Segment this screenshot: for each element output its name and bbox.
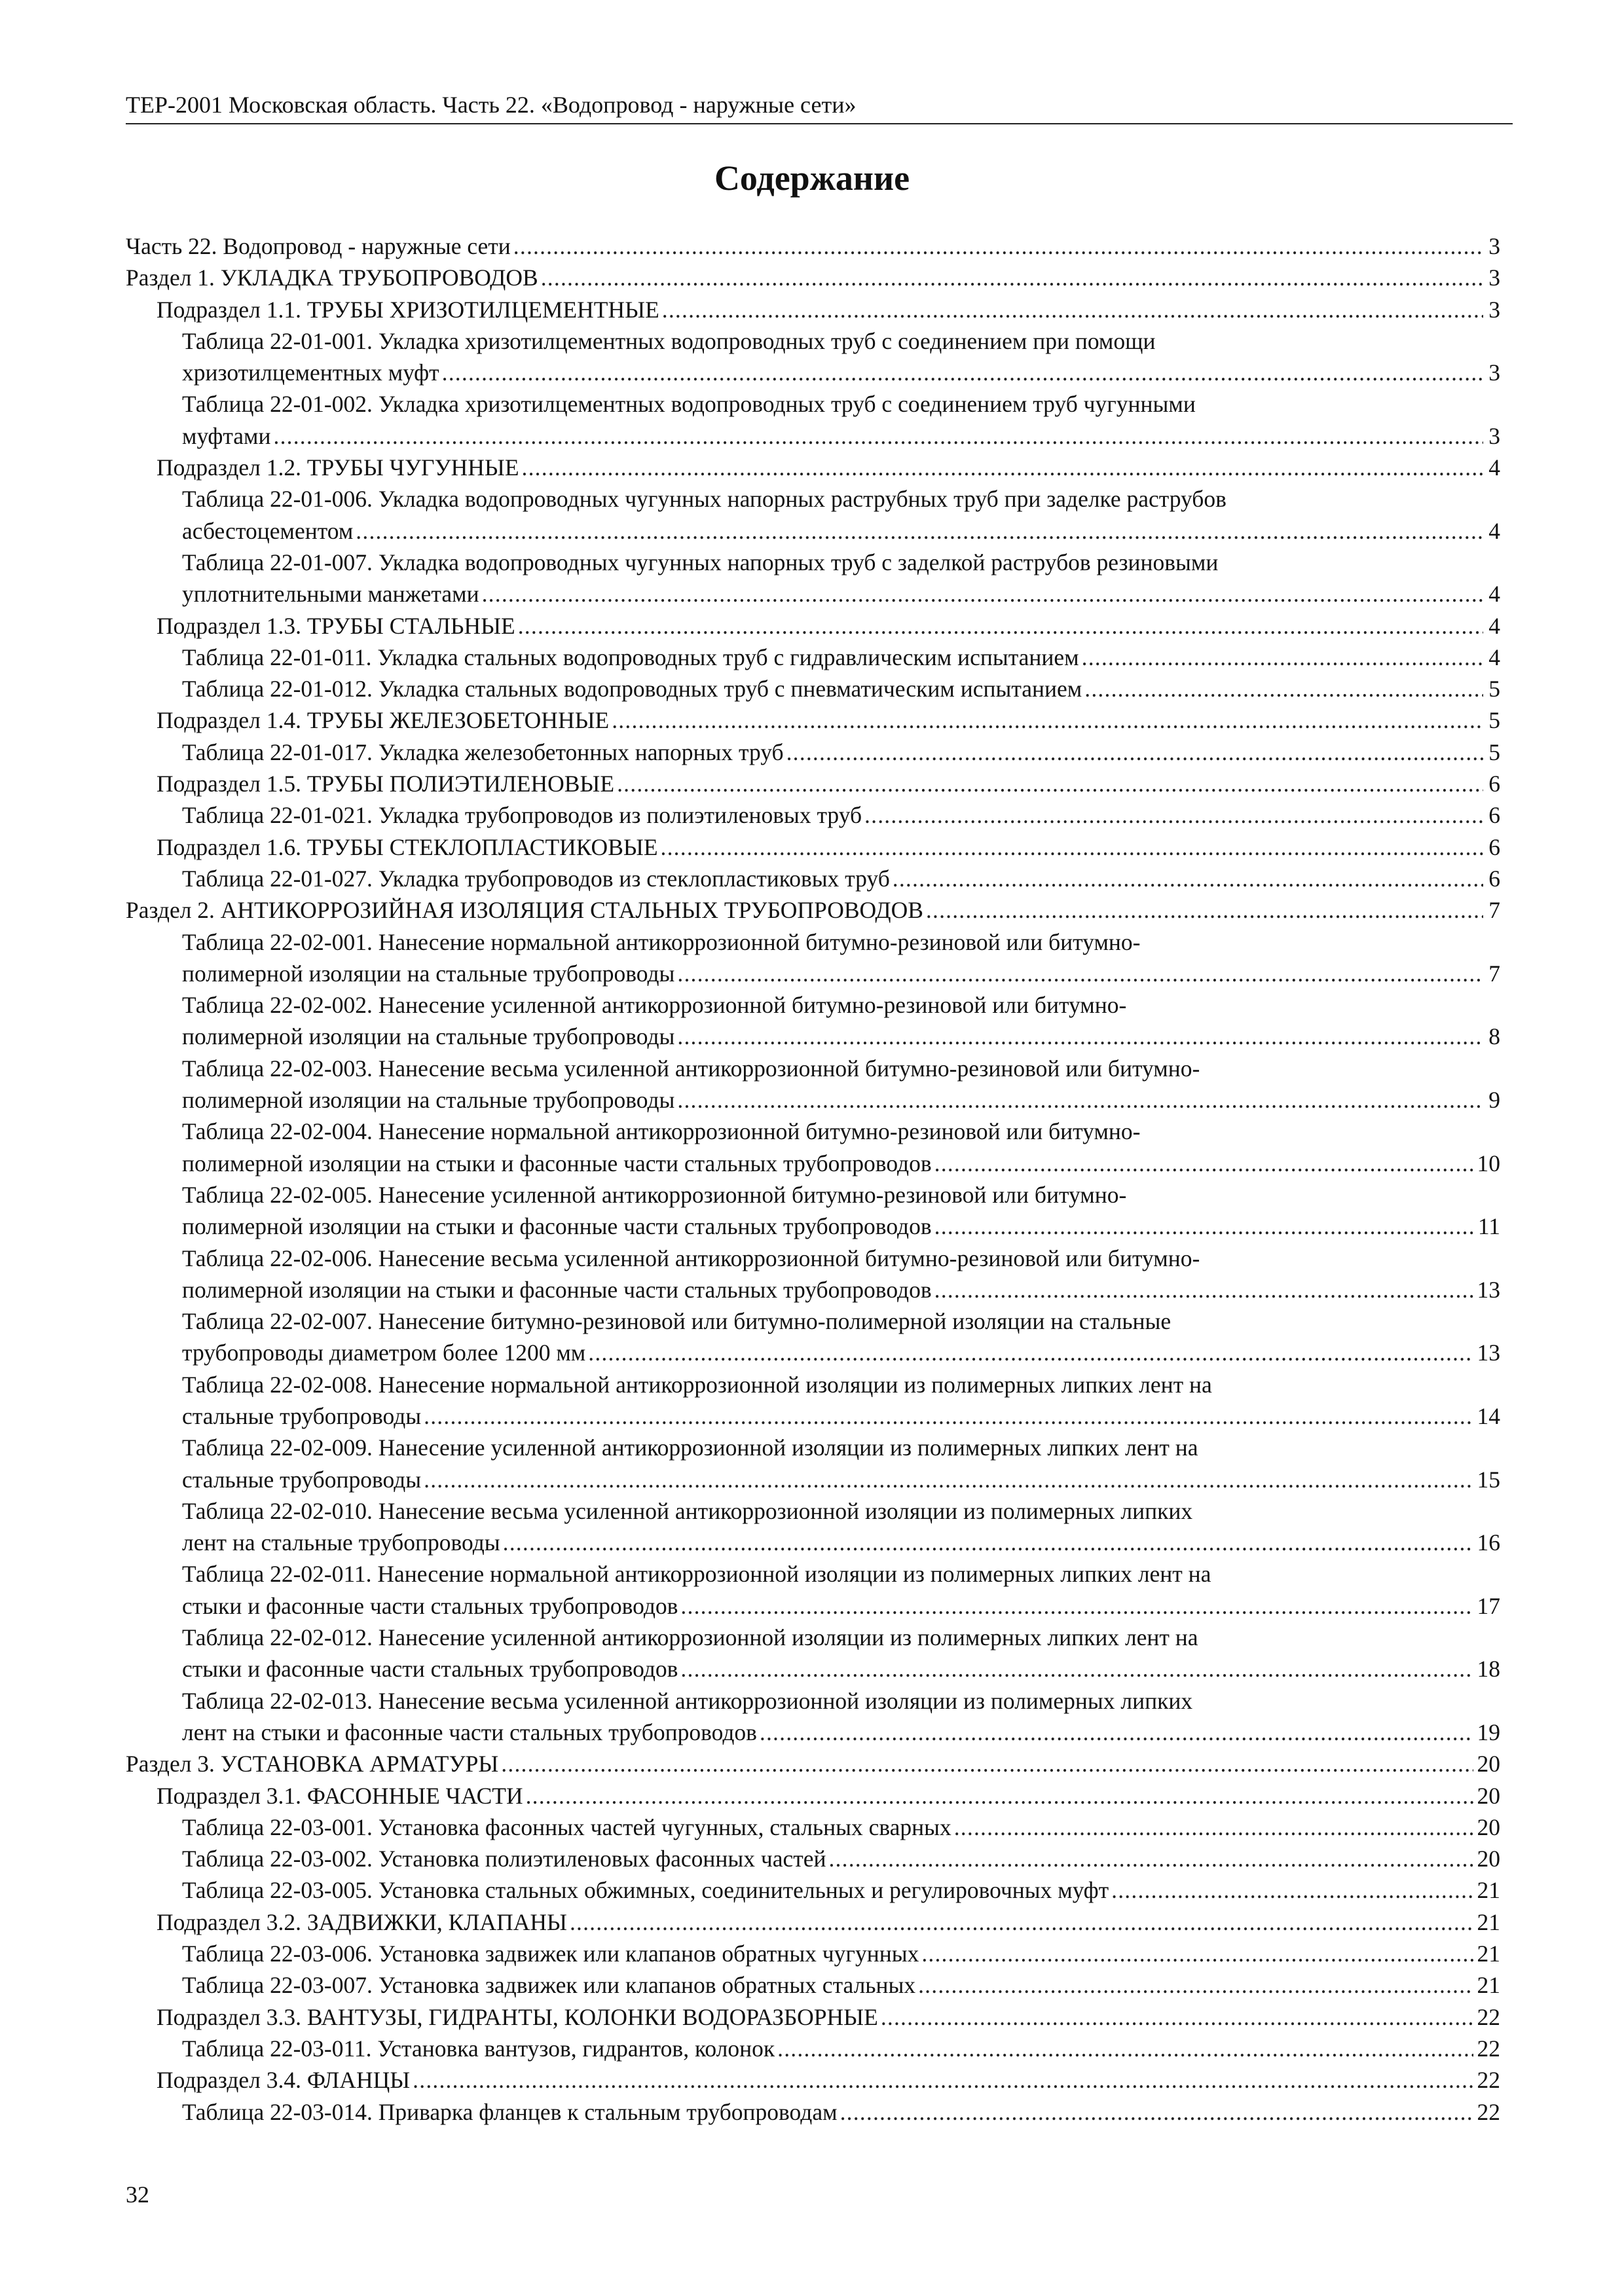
- toc-entry-title: Таблица 22-01-017. Укладка железобетонных напорных труб: [182, 738, 784, 765]
- toc-table-entry[interactable]: [126, 483, 1500, 547]
- dot-leader: [1082, 642, 1483, 673]
- dot-leader: [1111, 1874, 1473, 1906]
- toc-entry-line: [182, 1969, 1500, 2001]
- toc-entry-line: [182, 1843, 1500, 1874]
- dot-leader: [662, 294, 1483, 325]
- toc-section[interactable]: [126, 1748, 1500, 1779]
- toc-page-number: 4: [1488, 454, 1500, 481]
- toc-entry-line: [182, 1021, 1500, 1052]
- toc-page-number: 19: [1477, 1719, 1500, 1745]
- toc-page-number: 4: [1488, 581, 1500, 608]
- toc-subsection[interactable]: [126, 831, 1500, 863]
- toc-page-number: 17: [1477, 1592, 1500, 1619]
- toc-entry-line: [182, 1874, 1500, 1906]
- dot-leader: [926, 894, 1483, 926]
- toc-entry-line: [182, 2033, 1500, 2064]
- toc-entry-line: [182, 673, 1500, 704]
- toc-entry-title: Подраздел 1.6. ТРУБЫ СТЕКЛОПЛАСТИКОВЫЕ: [157, 833, 658, 860]
- toc-page-number: 16: [1477, 1529, 1500, 1556]
- toc-entry-title: полимерной изоляции на стыки и фасонные части стальных трубопроводов: [182, 1213, 932, 1240]
- dot-leader: [274, 420, 1484, 452]
- toc-table-entry[interactable]: [126, 737, 1500, 768]
- toc-entry-line: [126, 230, 1500, 262]
- toc-table-entry[interactable]: [126, 388, 1500, 452]
- toc-page-number: 4: [1488, 644, 1500, 670]
- toc-entry-title: Подраздел 1.5. ТРУБЫ ПОЛИЭТИЛЕНОВЫЕ: [157, 771, 615, 797]
- dot-leader: [680, 1653, 1473, 1685]
- toc-entry-title: Таблица 22-01-021. Укладка трубопроводов из полиэтиленовых труб: [182, 802, 862, 829]
- toc-section[interactable]: [126, 262, 1500, 293]
- toc-entry-line: [182, 799, 1500, 831]
- toc-entry-title: Таблица 22-03-007. Установка задвижек или клапанов обратных стальных: [182, 1972, 916, 1999]
- dot-leader: [677, 1021, 1483, 1052]
- dot-leader: [881, 2001, 1473, 2033]
- toc-entry-title-line: Таблица 22-02-001. Нанесение нормальной антикоррозионной битумно-резиновой или битумно-: [182, 928, 1141, 955]
- toc-page-number: 22: [1477, 2003, 1500, 2030]
- dot-leader: [677, 1084, 1483, 1116]
- dot-leader: [786, 737, 1483, 768]
- toc-entry-title: полимерной изоляции на стыки и фасонные части стальных трубопроводов: [182, 1150, 932, 1176]
- toc-page-number: 10: [1477, 1150, 1500, 1176]
- toc-entry-title: Подраздел 1.1. ТРУБЫ ХРИЗОТИЛЦЕМЕНТНЫЕ: [157, 296, 659, 323]
- toc-page-number: 20: [1477, 1846, 1500, 1872]
- toc-entry-line: [157, 294, 1500, 325]
- dot-leader: [501, 1748, 1473, 1779]
- toc-table-entry[interactable]: [126, 799, 1500, 831]
- toc-page-number: 13: [1477, 1339, 1500, 1366]
- toc-entry-title: Таблица 22-03-006. Установка задвижек или клапанов обратных чугунных: [182, 1941, 919, 1967]
- toc-entry-title: стыки и фасонные части стальных трубопроводов: [182, 1592, 678, 1619]
- dot-leader: [503, 1527, 1473, 1558]
- toc-entry-title-line: Таблица 22-02-007. Нанесение битумно-резиновой или битумно-полимерной изоляции на стальные: [182, 1308, 1172, 1335]
- toc-entry-line: [182, 1527, 1500, 1558]
- toc-entry-line: [182, 1400, 1500, 1432]
- toc-subsection[interactable]: [126, 1906, 1500, 1938]
- toc-entry-title-line: Таблица 22-02-011. Нанесение нормальной антикоррозионной изоляции из полимерных липких лент на: [182, 1561, 1211, 1588]
- toc-table-entry[interactable]: [126, 1305, 1500, 1369]
- toc-entry-title-line: Таблица 22-01-001. Укладка хризотилцементных водопроводных труб с соединением при помощи: [182, 327, 1156, 354]
- dot-leader: [570, 1906, 1473, 1938]
- toc-table-entry[interactable]: [126, 1495, 1500, 1559]
- toc-entry-title: Таблица 22-03-005. Установка стальных обжимных, соединительных и регулировочных муфт: [182, 1877, 1109, 1904]
- toc-entry-line: [182, 737, 1500, 768]
- toc-entry-title: уплотнительными манжетами: [182, 581, 479, 608]
- toc-entry-title: муфтами: [182, 422, 271, 449]
- toc-entry-line: [182, 1274, 1500, 1305]
- toc-table-entry[interactable]: [126, 1116, 1500, 1179]
- toc-table-entry[interactable]: [126, 1558, 1500, 1622]
- toc-entry-line: [126, 894, 1500, 926]
- toc-page-number: 20: [1477, 1813, 1500, 1840]
- toc-table-entry[interactable]: [126, 2096, 1500, 2128]
- toc-entry-title: Таблица 22-03-002. Установка полиэтиленовых фасонных частей: [182, 1846, 826, 1872]
- toc-table-entry[interactable]: [126, 1969, 1500, 2001]
- dot-leader: [934, 1274, 1473, 1305]
- toc-page-number: 22: [1477, 2098, 1500, 2125]
- toc-entry-title: Подраздел 1.4. ТРУБЫ ЖЕЛЕЗОБЕТОННЫЕ: [157, 707, 610, 734]
- dot-leader: [541, 262, 1483, 293]
- toc-page-number: 21: [1477, 1941, 1500, 1967]
- toc-page-number: 3: [1488, 296, 1500, 323]
- dot-leader: [840, 2096, 1473, 2128]
- toc-table-entry[interactable]: [126, 989, 1500, 1053]
- toc-entry-line: [157, 452, 1500, 483]
- dot-leader: [413, 2064, 1473, 2096]
- toc-entry-line: [157, 1780, 1500, 1812]
- toc-page-number: 22: [1477, 2035, 1500, 2062]
- dot-leader: [612, 704, 1483, 736]
- toc-entry-line: [157, 610, 1500, 642]
- toc-page-number: 22: [1477, 2067, 1500, 2094]
- dot-leader: [356, 515, 1483, 547]
- toc-subsection[interactable]: [126, 704, 1500, 736]
- toc-entry-line: [182, 1464, 1500, 1495]
- toc-entry-title: лент на стыки и фасонные части стальных трубопроводов: [182, 1719, 757, 1745]
- toc-entry-title: стальные трубопроводы: [182, 1402, 422, 1429]
- toc-page-number: 3: [1488, 233, 1500, 259]
- toc-page-number: 5: [1488, 707, 1500, 734]
- toc-page-number: 15: [1477, 1466, 1500, 1493]
- toc-entry-title: хризотилцементных муфт: [182, 359, 439, 386]
- toc-page-number: 6: [1488, 865, 1500, 892]
- dot-leader: [777, 2033, 1473, 2064]
- toc-entry-line: [182, 515, 1500, 547]
- toc-page-number: 21: [1477, 1877, 1500, 1904]
- toc-entry-title: полимерной изоляции на стальные трубопроводы: [182, 1023, 675, 1050]
- dot-leader: [617, 768, 1483, 799]
- toc-page-number: 6: [1488, 771, 1500, 797]
- toc-table-entry[interactable]: [126, 1369, 1500, 1432]
- toc-entry-title: Таблица 22-03-001. Установка фасонных частей чугунных, стальных сварных: [182, 1813, 951, 1840]
- dot-leader: [921, 1938, 1473, 1969]
- toc-subsection[interactable]: [126, 1780, 1500, 1812]
- dot-leader: [760, 1717, 1473, 1748]
- toc-entry-title: Таблица 22-03-011. Установка вантузов, гидрантов, колонок: [182, 2035, 775, 2062]
- toc-entry-title: Раздел 3. УСТАНОВКА АРМАТУРЫ: [126, 1751, 499, 1777]
- toc-page-number: 11: [1477, 1213, 1500, 1240]
- toc-entry-title: Раздел 1. УКЛАДКА ТРУБОПРОВОДОВ: [126, 264, 538, 291]
- toc-section[interactable]: [126, 894, 1500, 926]
- toc-entry-title: Часть 22. Водопровод - наружные сети: [126, 233, 511, 259]
- toc-table-entry[interactable]: [126, 863, 1500, 894]
- toc-entry-title-line: Таблица 22-01-007. Укладка водопроводных чугунных напорных труб с заделкой раструбов резиновыми: [182, 549, 1219, 575]
- toc-entry-line: [182, 1337, 1500, 1368]
- toc-entry-title: Подраздел 3.2. ЗАДВИЖКИ, КЛАПАНЫ: [157, 1908, 567, 1935]
- toc-entry-title-line: Таблица 22-01-002. Укладка хризотилцементных водопроводных труб с соединением труб чугунными: [182, 391, 1196, 418]
- toc-entry-title-line: Таблица 22-02-012. Нанесение усиленной антикоррозионной изоляции из полимерных липких лент на: [182, 1624, 1198, 1651]
- toc-table-entry[interactable]: [126, 1053, 1500, 1116]
- toc-page-number: 4: [1488, 517, 1500, 544]
- toc-entry-line: [126, 1748, 1500, 1779]
- dot-leader: [1084, 673, 1483, 704]
- toc-entry-title: Подраздел 3.1. ФАСОННЫЕ ЧАСТИ: [157, 1782, 523, 1809]
- toc-table-entry[interactable]: [126, 642, 1500, 673]
- toc-entry-line: [182, 2096, 1500, 2128]
- toc-page-number: 7: [1488, 960, 1500, 987]
- dot-leader: [661, 831, 1483, 863]
- toc-entry-line: [157, 768, 1500, 799]
- toc-entry-line: [182, 1211, 1500, 1242]
- toc-page-number: 20: [1477, 1782, 1500, 1809]
- toc-entry-title: трубопроводы диаметром более 1200 мм: [182, 1339, 586, 1366]
- toc-entry-title: Таблица 22-01-011. Укладка стальных водопроводных труб с гидравлическим испытанием: [182, 644, 1079, 670]
- dot-leader: [424, 1464, 1473, 1495]
- toc-page-number: 3: [1488, 359, 1500, 386]
- toc-page-number: 14: [1477, 1402, 1500, 1429]
- dot-leader: [526, 1780, 1473, 1812]
- toc-page-number: 18: [1477, 1656, 1500, 1683]
- toc-entry-line: [157, 1906, 1500, 1938]
- toc-entry-line: [182, 863, 1500, 894]
- toc-entry-title: Таблица 22-03-014. Приварка фланцев к стальным трубопроводам: [182, 2098, 838, 2125]
- toc-entry-line: [182, 578, 1500, 610]
- page-number: 32: [126, 2181, 149, 2208]
- toc-entry-line: [157, 704, 1500, 736]
- toc-page-number: 20: [1477, 1751, 1500, 1777]
- toc-subsection[interactable]: [126, 610, 1500, 642]
- toc-entry-title: Подраздел 3.4. ФЛАНЦЫ: [157, 2067, 411, 2094]
- dot-leader: [677, 958, 1483, 989]
- toc-table-entry[interactable]: [126, 1622, 1500, 1685]
- toc-entry-title: полимерной изоляции на стыки и фасонные части стальных трубопроводов: [182, 1276, 932, 1303]
- toc-table-entry[interactable]: [126, 1938, 1500, 1969]
- toc-entry-line: [126, 262, 1500, 293]
- toc-entry-title: полимерной изоляции на стальные трубопроводы: [182, 960, 675, 987]
- toc-subsection[interactable]: [126, 2001, 1500, 2033]
- toc-entry-line: [182, 958, 1500, 989]
- toc-table-entry[interactable]: [126, 1432, 1500, 1495]
- toc-table-entry[interactable]: [126, 926, 1500, 990]
- toc-table-entry[interactable]: [126, 1843, 1500, 1874]
- toc-page-number: 13: [1477, 1276, 1500, 1303]
- toc-page-number: 6: [1488, 802, 1500, 829]
- dot-leader: [424, 1400, 1473, 1432]
- dot-leader: [864, 799, 1483, 831]
- toc-table-entry[interactable]: [126, 673, 1500, 704]
- toc-entry-title-line: Таблица 22-02-003. Нанесение весьма усиленной антикоррозионной битумно-резиновой или битумно-: [182, 1055, 1200, 1082]
- toc-entry-title: Подраздел 3.3. ВАНТУЗЫ, ГИДРАНТЫ, КОЛОНКИ ВОДОРАЗБОРНЫЕ: [157, 2003, 878, 2030]
- table-of-contents: [126, 230, 1500, 2128]
- dot-leader: [588, 1337, 1473, 1368]
- toc-entry-line: [182, 357, 1500, 388]
- dot-leader: [680, 1590, 1473, 1622]
- dot-leader: [518, 610, 1483, 642]
- toc-entry-title: полимерной изоляции на стальные трубопроводы: [182, 1087, 675, 1114]
- toc-subsection[interactable]: [126, 768, 1500, 799]
- toc-page-number: 5: [1488, 676, 1500, 702]
- toc-page-number: 3: [1488, 422, 1500, 449]
- toc-entry-line: [182, 1812, 1500, 1843]
- dot-leader: [918, 1969, 1473, 2001]
- toc-entry-title-line: Таблица 22-02-013. Нанесение весьма усиленной антикоррозионной изоляции из полимерных липких: [182, 1687, 1193, 1714]
- toc-page-number: 9: [1488, 1087, 1500, 1114]
- dot-leader: [522, 452, 1483, 483]
- toc-table-entry[interactable]: [126, 325, 1500, 389]
- toc-page-number: 21: [1477, 1972, 1500, 1999]
- toc-entry-line: [182, 1148, 1500, 1179]
- toc-entry-line: [182, 1084, 1500, 1116]
- toc-page-number: 3: [1488, 264, 1500, 291]
- toc-table-entry[interactable]: [126, 1874, 1500, 1906]
- toc-table-entry[interactable]: [126, 1685, 1500, 1749]
- dot-leader: [828, 1843, 1473, 1874]
- toc-table-entry[interactable]: [126, 1179, 1500, 1243]
- toc-entry-title: стальные трубопроводы: [182, 1466, 422, 1493]
- toc-entry-line: [182, 642, 1500, 673]
- toc-entry-title-line: Таблица 22-02-009. Нанесение усиленной антикоррозионной изоляции из полимерных липких лент на: [182, 1434, 1198, 1461]
- toc-entry-line: [157, 2001, 1500, 2033]
- toc-entry-title: Подраздел 1.3. ТРУБЫ СТАЛЬНЫЕ: [157, 612, 515, 639]
- toc-entry-title-line: Таблица 22-02-005. Нанесение усиленной антикоррозионной битумно-резиновой или битумно-: [182, 1181, 1127, 1208]
- toc-entry-line: [157, 831, 1500, 863]
- toc-page-number: 8: [1488, 1023, 1500, 1050]
- toc-page-number: 6: [1488, 833, 1500, 860]
- toc-entry-line: [182, 1717, 1500, 1748]
- toc-entry-line: [182, 420, 1500, 452]
- toc-entry-title: Подраздел 1.2. ТРУБЫ ЧУГУННЫЕ: [157, 454, 519, 481]
- toc-entry-line: [182, 1938, 1500, 1969]
- toc-entry-title-line: Таблица 22-02-010. Нанесение весьма усиленной антикоррозионной изоляции из полимерных липких: [182, 1497, 1193, 1524]
- dot-leader: [482, 578, 1483, 610]
- toc-page-number: 21: [1477, 1908, 1500, 1935]
- toc-subsection[interactable]: [126, 2064, 1500, 2096]
- page-title: Содержание: [714, 158, 910, 198]
- toc-page-number: 5: [1488, 738, 1500, 765]
- toc-entry-title: стыки и фасонные части стальных трубопроводов: [182, 1656, 678, 1683]
- running-header: ТЕР-2001 Московская область. Часть 22. «Водопровод - наружные сети»: [126, 90, 1513, 124]
- toc-page-number: 7: [1488, 897, 1500, 924]
- toc-entry-title-line: Таблица 22-02-002. Нанесение усиленной антикоррозионной битумно-резиновой или битумно-: [182, 992, 1127, 1019]
- toc-table-entry[interactable]: [126, 2033, 1500, 2064]
- toc-entry-title: Таблица 22-01-012. Укладка стальных водопроводных труб с пневматическим испытанием: [182, 676, 1082, 702]
- dot-leader: [954, 1812, 1473, 1843]
- toc-entry-title: Таблица 22-01-027. Укладка трубопроводов из стеклопластиковых труб: [182, 865, 890, 892]
- toc-entry-title-line: Таблица 22-02-006. Нанесение весьма усиленной антикоррозионной битумно-резиновой или битумно-: [182, 1245, 1200, 1271]
- toc-entry-title: лент на стальные трубопроводы: [182, 1529, 500, 1556]
- toc-page-number: 4: [1488, 612, 1500, 639]
- toc-entry-line: [157, 2064, 1500, 2096]
- dot-leader: [934, 1211, 1474, 1242]
- toc-entry-title-line: Таблица 22-02-008. Нанесение нормальной антикоррозионной изоляции из полимерных липких лент на: [182, 1371, 1212, 1398]
- toc-subsection[interactable]: [126, 452, 1500, 483]
- toc-section[interactable]: [126, 230, 1500, 262]
- toc-entry-title: асбестоцементом: [182, 517, 354, 544]
- dot-leader: [934, 1148, 1473, 1179]
- toc-entry-line: [182, 1590, 1500, 1622]
- toc-entry-title: Раздел 2. АНТИКОРРОЗИЙНАЯ ИЗОЛЯЦИЯ СТАЛЬНЫХ ТРУБОПРОВОДОВ: [126, 897, 923, 924]
- dot-leader: [513, 230, 1483, 262]
- toc-entry-title-line: Таблица 22-01-006. Укладка водопроводных чугунных напорных раструбных труб при заделке раструбов: [182, 486, 1227, 513]
- toc-entry-line: [182, 1653, 1500, 1685]
- dot-leader: [442, 357, 1483, 388]
- toc-table-entry[interactable]: [126, 1812, 1500, 1843]
- toc-table-entry[interactable]: [126, 1243, 1500, 1306]
- toc-subsection[interactable]: [126, 294, 1500, 325]
- toc-entry-title-line: Таблица 22-02-004. Нанесение нормальной антикоррозионной битумно-резиновой или битумно-: [182, 1118, 1141, 1145]
- toc-table-entry[interactable]: [126, 547, 1500, 610]
- dot-leader: [893, 863, 1483, 894]
